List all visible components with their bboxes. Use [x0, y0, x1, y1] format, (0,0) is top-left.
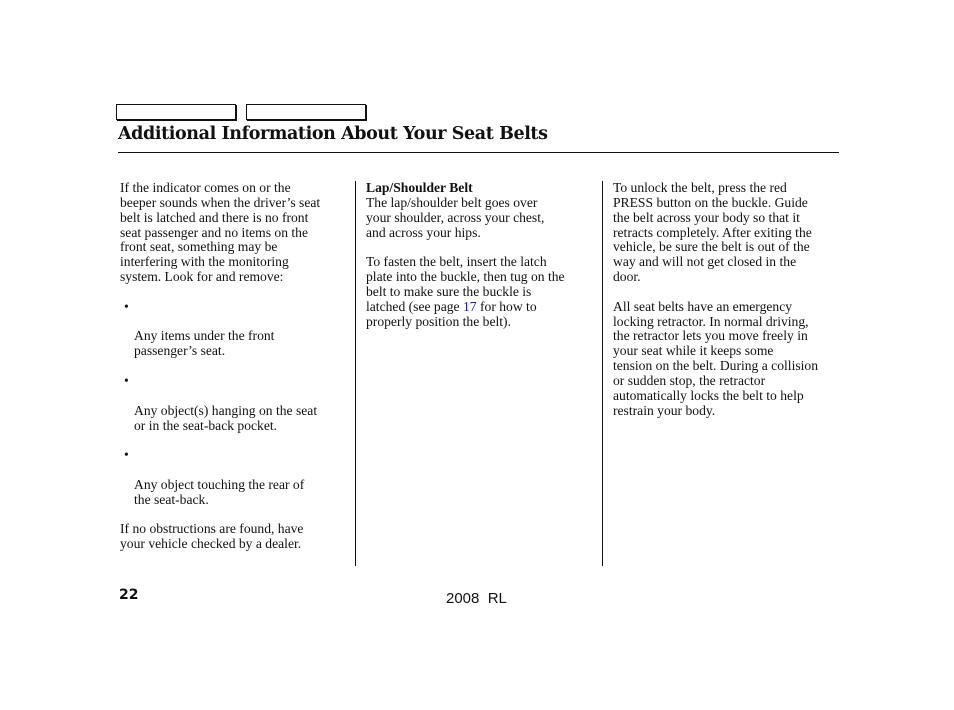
- column-1: [120, 181, 348, 567]
- bullet-text: Any object touching the rear of the seat-back.: [134, 476, 305, 507]
- previous-page-button[interactable]: [116, 104, 236, 120]
- column-3: [613, 181, 841, 433]
- bullet-item: [120, 448, 348, 507]
- lap-shoulder-paragraph: The lap/shoulder belt goes over your shoulder, across your chest, and across your hips.: [366, 194, 545, 240]
- retractor-paragraph: All seat belts have an emergency locking retractor. In normal driving, the retractor lets you move freely in your seat while it keeps some tension on the belt. During a collision or sudden stop, the retractor automatically locks the belt to help restrain your body.: [613, 298, 819, 418]
- column-2: [366, 181, 594, 344]
- unlock-paragraph: To unlock the belt, press the red PRESS button on the buckle. Guide the belt across your body so that it retracts completely. After exiting the vehicle, be sure the belt is out of the way and will not get closed in the door.: [613, 180, 812, 285]
- bullet-text: Any object(s) hanging on the seat or in the seat-back pocket.: [134, 402, 318, 433]
- closing-paragraph: If no obstructions are found, have your vehicle checked by a dealer.: [120, 521, 304, 552]
- bullet-dot: •: [124, 447, 129, 463]
- bullet-item: [120, 374, 348, 433]
- fasten-text-end: for how to properly position the belt).: [366, 298, 537, 329]
- bullet-text: Any items under the front passenger’s seat.: [134, 328, 275, 359]
- model-footer: 2008 RL: [446, 590, 507, 607]
- next-page-button[interactable]: [246, 104, 366, 120]
- section-subheading: Lap/Shoulder Belt: [366, 180, 473, 195]
- fasten-paragraph: [366, 255, 594, 329]
- page-17-link[interactable]: 17: [463, 298, 477, 314]
- bullet-dot: •: [124, 372, 129, 388]
- bullet-item: [120, 300, 348, 359]
- column-divider: [602, 181, 603, 566]
- page-number: 22: [119, 587, 139, 603]
- intro-paragraph: If the indicator comes on or the beeper sounds when the driver’s seat belt is latched and there is no front seat passenger and no items on the front seat, something may be interfering with the monitoring system. Look for and remove:: [120, 180, 321, 285]
- lap-shoulder-section: [366, 181, 594, 240]
- page-title: Additional Information About Your Seat Belts: [118, 124, 548, 144]
- title-divider: [118, 152, 839, 153]
- bullet-dot: •: [124, 298, 129, 314]
- column-divider: [355, 181, 356, 566]
- fasten-text-start: To fasten the belt, insert the latch plate into the buckle, then tug on the belt to make sure the buckle is latched (see page: [366, 254, 565, 314]
